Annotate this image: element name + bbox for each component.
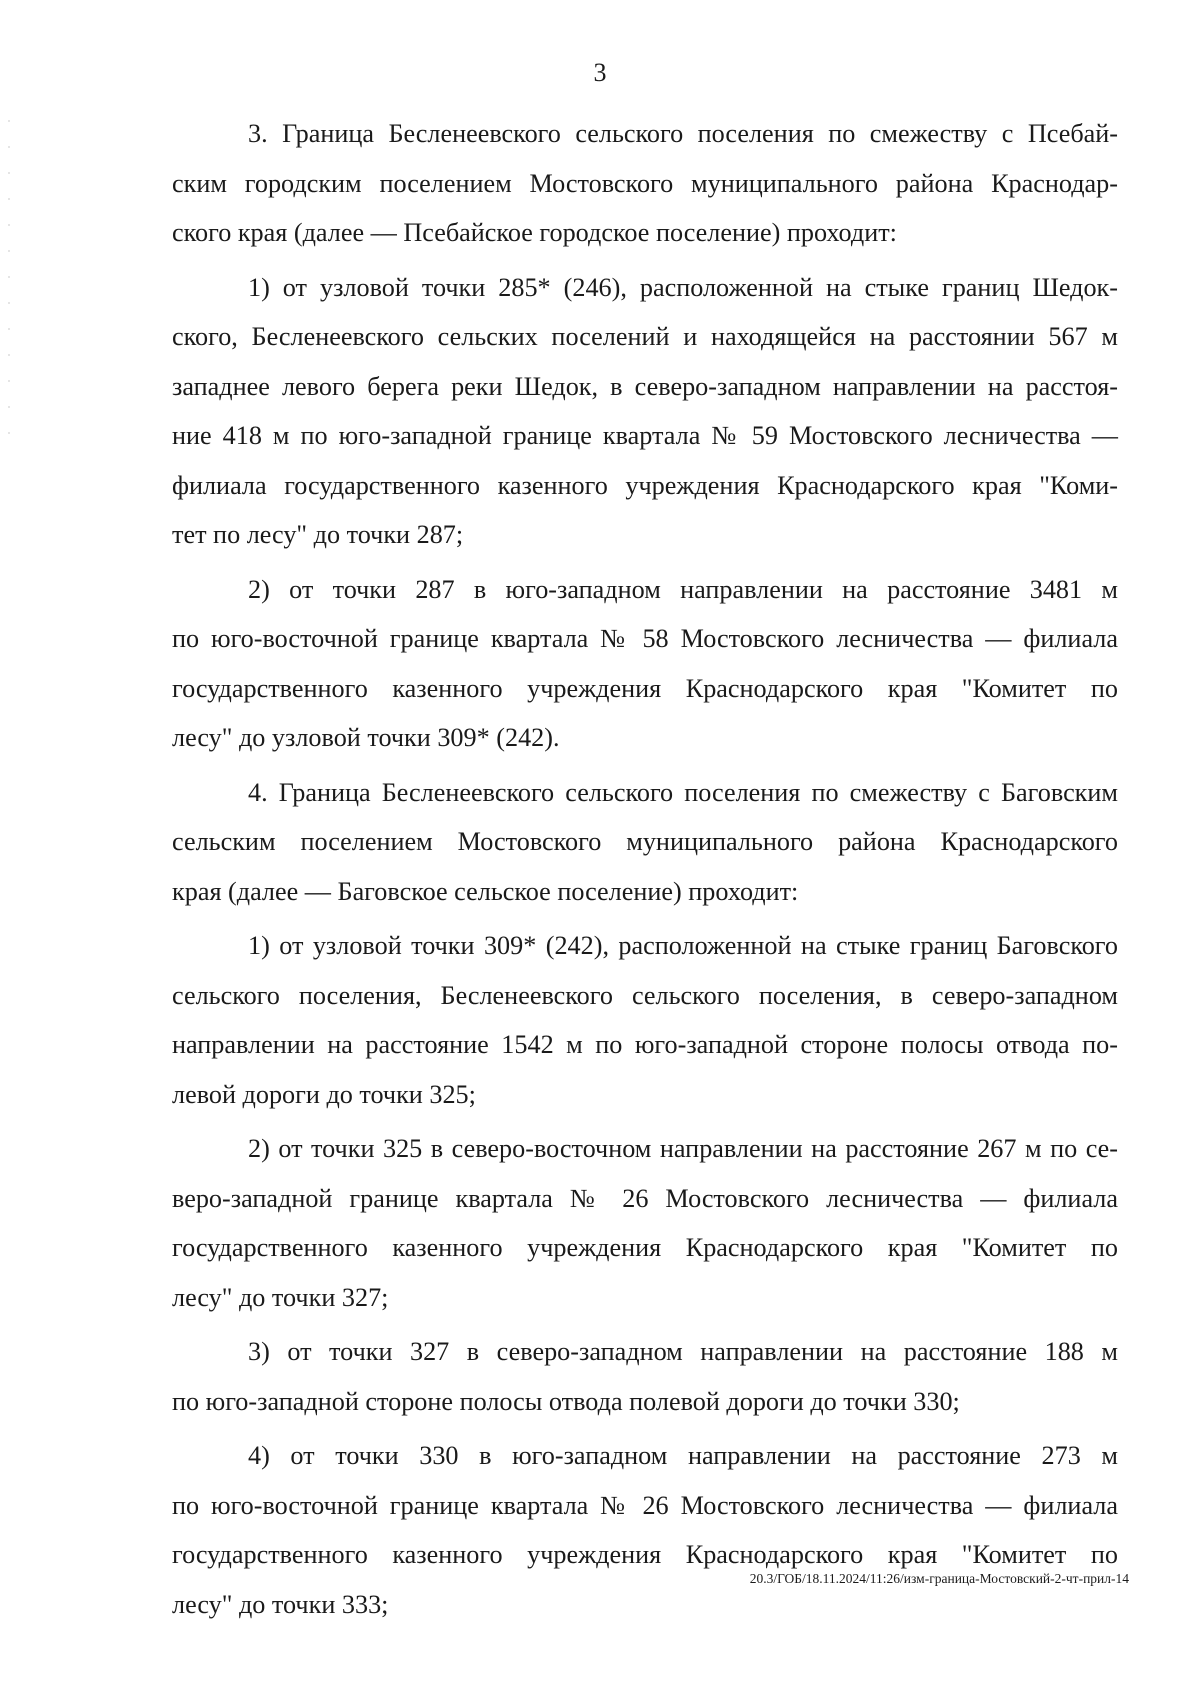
paragraph-section-4-item-2 — [172, 1124, 1118, 1322]
text-line: 4) от точки 330 в юго-западном направлении на расстояние 273 м — [248, 1441, 1118, 1470]
text-line: государственного казенного учреждения Краснодарского края "Комитет по — [172, 1540, 1118, 1569]
text-line: края (далее — Баговское сельское поселение) проходит: — [172, 876, 799, 906]
text-line: ние 418 м по юго-западной границе квартала № 59 Мостовского лесничества — — [172, 421, 1118, 450]
page-number: 3 — [593, 58, 607, 87]
text-line: сельского поселения, Бесленеевского сельского поселения, в северо-западном — [172, 980, 1118, 1010]
text-line: лесу" до точки 333; — [172, 1589, 389, 1619]
text-line: 4. Граница Бесленеевского сельского поселения по смежеству с Баговским — [248, 777, 1118, 807]
text-line: тет по лесу" до точки 287; — [172, 520, 464, 549]
text-line: по юго-западной стороне полосы отвода полевой дороги до точки 330; — [172, 1386, 960, 1416]
text-line: государственного казенного учреждения Краснодарского края "Комитет по — [172, 1233, 1118, 1262]
text-line: 1) от узловой точки 309* (242), расположенной на стыке границ Баговского — [248, 931, 1118, 960]
paragraph-section-4-item-3 — [172, 1327, 1118, 1426]
text-line: левой дороги до точки 325; — [172, 1079, 476, 1109]
document-body — [172, 109, 1118, 1634]
paragraph-section-4-item-4 — [172, 1431, 1118, 1629]
text-line: государственного казенного учреждения Краснодарского края "Комитет по — [172, 673, 1118, 703]
text-line: направлении на расстояние 1542 м по юго-западной стороне полосы отвода по- — [172, 1030, 1118, 1059]
scan-artifact — [8, 120, 10, 440]
text-line: западнее левого берега реки Шедок, в северо-западном направлении на расстоя- — [172, 371, 1118, 401]
document-footer-code: 20.3/ГОБ/18.11.2024/11:26/изм-граница-Мостовский-2-чт-прил-14 — [749, 1571, 1129, 1586]
text-line: 3) от точки 327 в северо-западном направлении на расстояние 188 м — [248, 1337, 1118, 1366]
paragraph-section-3-item-2 — [172, 565, 1118, 763]
paragraph-section-3-heading — [172, 109, 1118, 258]
text-line: лесу" до узловой точки 309* (242). — [172, 723, 560, 752]
text-line: 2) от точки 287 в юго-западном направлении на расстояние 3481 м — [248, 574, 1118, 604]
text-line: ского, Бесленеевского сельских поселений и находящейся на расстоянии 567 м — [172, 322, 1118, 351]
text-line: 1) от узловой точки 285* (246), расположенной на стыке границ Шедок- — [248, 272, 1118, 302]
text-line: лесу" до точки 327; — [172, 1282, 389, 1312]
text-line: филиала государственного казенного учреждения Краснодарского края "Коми- — [172, 470, 1118, 500]
paragraph-section-4-item-1 — [172, 921, 1118, 1119]
text-line: 3. Граница Бесленеевского сельского поселения по смежеству с Псебай- — [248, 119, 1118, 148]
text-line: ским городским поселением Мостовского муниципального района Краснодар- — [172, 168, 1118, 198]
text-line: 2) от точки 325 в северо-восточном направлении на расстояние 267 м по се- — [248, 1134, 1118, 1163]
text-line: сельским поселением Мостовского муниципального района Краснодарского — [172, 827, 1118, 856]
paragraph-section-4-heading — [172, 768, 1118, 917]
text-line: по юго-восточной границе квартала № 58 Мостовского лесничества — филиала — [172, 624, 1118, 653]
text-line: веро-западной границе квартала № 26 Мостовского лесничества — филиала — [172, 1183, 1118, 1213]
text-line: по юго-восточной границе квартала № 26 Мостовского лесничества — филиала — [172, 1490, 1118, 1520]
text-line: ского края (далее — Псебайское городское поселение) проходит: — [172, 218, 897, 247]
paragraph-section-3-item-1 — [172, 263, 1118, 560]
